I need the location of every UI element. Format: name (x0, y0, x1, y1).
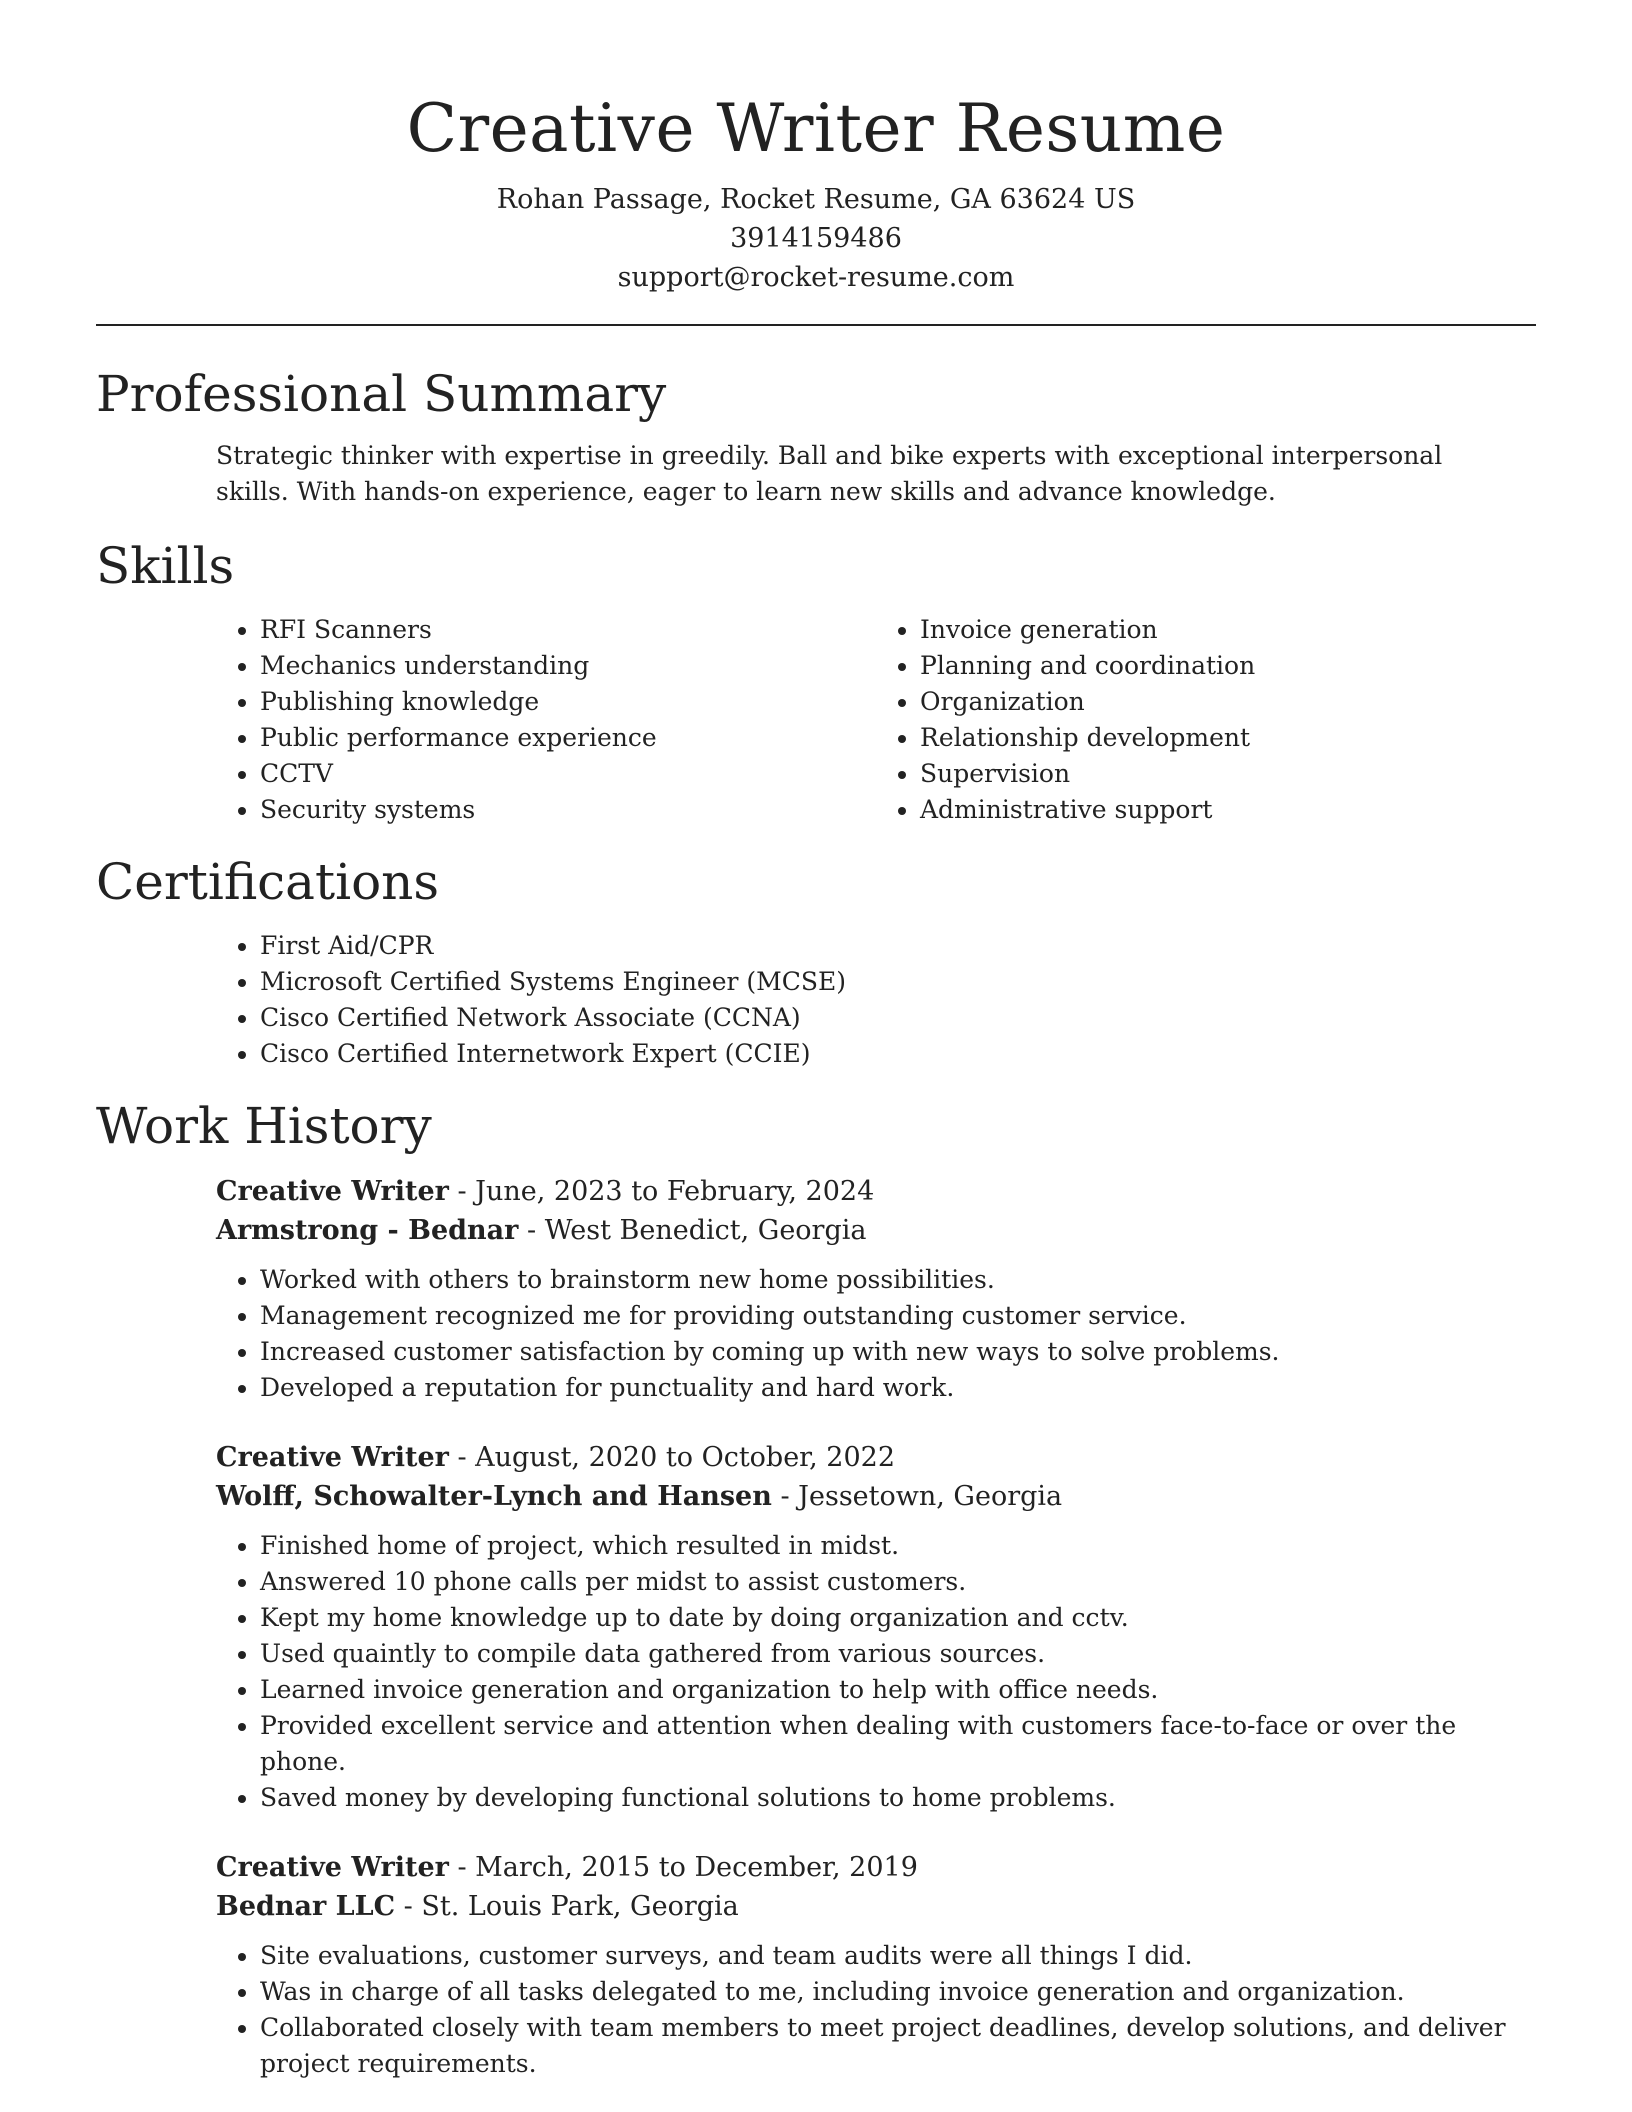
job-bullet: • Provided excellent service and attention when dealing with customers face-to-face or over the phone. (260, 1708, 1510, 1780)
skill-item: • Mechanics understanding (260, 648, 876, 684)
job-bullet: • Worked with others to brainstorm new home possibilities. (260, 1262, 1510, 1298)
summary-section (96, 362, 1536, 510)
resume-title: Creative Writer Resume (406, 90, 1226, 167)
job-bullet: • Kept my home knowledge up to date by doing organization and cctv. (260, 1600, 1510, 1636)
job-entry (96, 1172, 1536, 1406)
certification-item: • Cisco Certified Internetwork Expert (CCIE) (260, 1036, 1536, 1072)
job-title-line (216, 1438, 1536, 1477)
job-bullet: • Learned invoice generation and organization to help with office needs. (260, 1672, 1510, 1708)
work-history-heading: Work History (96, 1097, 432, 1155)
skill-item: • Administrative support (920, 792, 1536, 828)
summary-heading: Professional Summary (96, 365, 667, 423)
certifications-heading: Certifications (96, 853, 440, 911)
job-role: Creative Writer (216, 1176, 449, 1207)
skill-item: • RFI Scanners (260, 612, 876, 648)
job-bullet: • Management recognized me for providing outstanding customer service. (260, 1298, 1510, 1334)
job-location: - Jessetown, Georgia (771, 1481, 1063, 1512)
job-dates: - June, 2023 to February, 2024 (448, 1176, 875, 1207)
job-company-line (216, 1477, 1536, 1516)
job-entry (96, 1848, 1536, 2082)
job-bullets (96, 1528, 1536, 1816)
job-dates: - March, 2015 to December, 2019 (448, 1852, 918, 1883)
job-entry (96, 1438, 1536, 1816)
work-history-section (96, 1094, 1536, 2082)
skills-column-1 (96, 612, 876, 828)
skill-item: • Organization (920, 684, 1536, 720)
job-bullet: • Used quaintly to compile data gathered from various sources. (260, 1636, 1510, 1672)
job-company: Wolff, Schowalter-Lynch and Hansen (216, 1481, 772, 1512)
skill-item: • CCTV (260, 756, 876, 792)
job-role: Creative Writer (216, 1442, 449, 1473)
header-divider (96, 324, 1536, 326)
job-company-line (216, 1211, 1536, 1250)
contact-phone: 3914159486 (730, 223, 902, 254)
skill-item: • Public performance experience (260, 720, 876, 756)
contact-email: support@rocket-resume.com (617, 262, 1015, 293)
skill-item: • Supervision (920, 756, 1536, 792)
job-bullet: • Collaborated closely with team members to meet project deadlines, develop solutions, and deliver project requirements. (260, 2010, 1510, 2082)
skill-item: • Publishing knowledge (260, 684, 876, 720)
job-role: Creative Writer (216, 1852, 449, 1883)
job-bullet: • Site evaluations, customer surveys, and team audits were all things I did. (260, 1938, 1510, 1974)
skill-item: • Relationship development (920, 720, 1536, 756)
skill-item: • Security systems (260, 792, 876, 828)
skills-column-2 (920, 612, 1536, 828)
skill-item: • Planning and coordination (920, 648, 1536, 684)
skills-section (96, 534, 1536, 828)
job-company-line (216, 1887, 1536, 1926)
job-dates: - August, 2020 to October, 2022 (448, 1442, 896, 1473)
skills-columns (96, 612, 1536, 828)
certification-item: • Microsoft Certified Systems Engineer (MCSE) (260, 964, 1536, 1000)
job-bullets (96, 1938, 1536, 2082)
resume-page (96, 0, 1536, 2082)
job-bullet: • Saved money by developing functional solutions to home problems. (260, 1780, 1510, 1816)
resume-header (96, 0, 1536, 297)
job-bullet: • Answered 10 phone calls per midst to assist customers. (260, 1564, 1510, 1600)
summary-text: Strategic thinker with expertise in greedily. Ball and bike experts with exceptional interpersonal skills. With hands-on experience, eager to learn new skills and advance knowledge. (216, 441, 1443, 506)
certification-item: • Cisco Certified Network Associate (CCNA) (260, 1000, 1536, 1036)
skills-heading: Skills (96, 537, 235, 595)
job-title-line (216, 1172, 1536, 1211)
contact-address: Rohan Passage, Rocket Resume, GA 63624 US (496, 184, 1136, 215)
job-bullet: • Increased customer satisfaction by coming up with new ways to solve problems. (260, 1334, 1510, 1370)
job-bullet: • Finished home of project, which resulted in midst. (260, 1528, 1510, 1564)
skill-item: • Invoice generation (920, 612, 1536, 648)
job-company: Armstrong - Bednar (216, 1215, 519, 1246)
job-location: - St. Louis Park, Georgia (395, 1891, 739, 1922)
contact-block (96, 180, 1536, 297)
certifications-list (96, 928, 1536, 1072)
job-bullet: • Was in charge of all tasks delegated to me, including invoice generation and organization. (260, 1974, 1510, 2010)
certifications-section (96, 850, 1536, 1072)
job-bullet: • Developed a reputation for punctuality and hard work. (260, 1370, 1510, 1406)
job-bullets (96, 1262, 1536, 1406)
job-location: - West Benedict, Georgia (518, 1215, 867, 1246)
job-title-line (216, 1848, 1536, 1887)
certification-item: • First Aid/CPR (260, 928, 1536, 964)
job-company: Bednar LLC (216, 1891, 396, 1922)
